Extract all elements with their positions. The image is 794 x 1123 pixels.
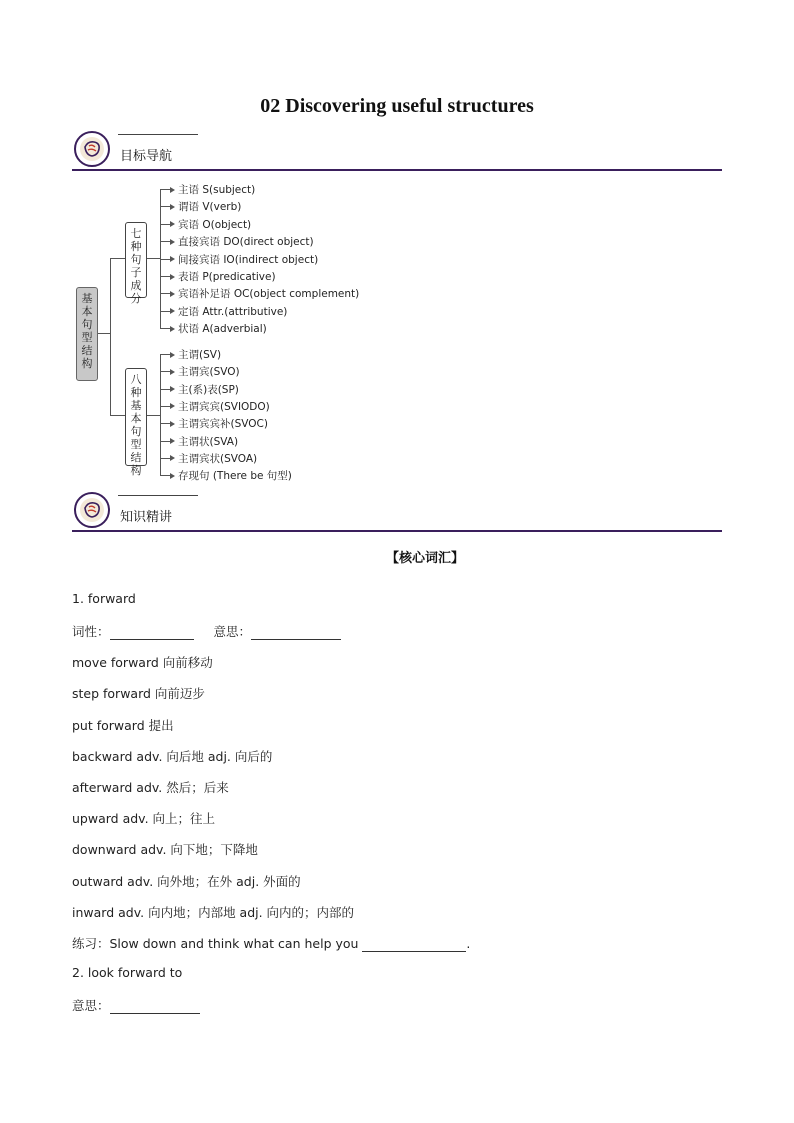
meaning-blank[interactable] — [110, 1000, 200, 1014]
arrow-right-icon — [170, 421, 175, 427]
vocab-line: move forward 向前移动 — [72, 655, 213, 670]
pos-label: 词性： — [72, 624, 110, 639]
group1-label-box — [125, 222, 147, 305]
tree-connector — [160, 354, 170, 355]
vertical-label-char: 本 — [81, 305, 93, 318]
tree-connector — [110, 415, 125, 416]
vertical-label-char: 句 — [130, 425, 142, 438]
tree-connector — [160, 241, 170, 242]
tree-item: 主谓宾宾补(SVOC) — [178, 418, 268, 431]
tree-connector — [98, 333, 110, 334]
tree-connector — [160, 293, 170, 294]
section-shortline — [118, 134, 198, 135]
vertical-label-char: 型 — [81, 331, 93, 344]
tree-connector — [110, 258, 125, 259]
meaning-label: 意思： — [213, 624, 251, 639]
vertical-label-char: 基 — [130, 399, 142, 412]
arrow-right-icon — [170, 204, 175, 210]
fill-line-pos-meaning — [72, 622, 341, 640]
tree-item: 宾语补足语 OC(object complement) — [178, 288, 360, 301]
vertical-label-char: 句 — [130, 253, 142, 266]
section-shortline — [118, 495, 198, 496]
arrow-right-icon — [170, 326, 175, 332]
tree-item: 存现句 (There be 句型) — [178, 470, 292, 483]
vocab-line: afterward adv. 然后；后来 — [72, 780, 229, 795]
arrow-right-icon — [170, 274, 175, 280]
tree-item: 间接宾语 IO(indirect object) — [178, 253, 319, 266]
tree-connector — [160, 189, 170, 190]
vertical-label-char: 构 — [81, 357, 93, 370]
fill-line-meaning — [72, 996, 200, 1014]
tree-item: 状语 A(adverbial) — [178, 323, 267, 336]
tree-item: 主谓(SV) — [178, 349, 222, 361]
item-heading: 2. look forward to — [72, 965, 183, 980]
arrow-right-icon — [170, 308, 175, 314]
arrow-right-icon — [170, 352, 175, 358]
vertical-label-char: 种 — [130, 240, 142, 253]
arrow-right-icon — [170, 386, 175, 392]
arrow-right-icon — [170, 455, 175, 461]
arrow-right-icon — [170, 291, 175, 297]
tree-item: 宾语 O(object) — [178, 218, 252, 231]
vocab-line: put forward 提出 — [72, 718, 174, 733]
brain-icon — [74, 131, 110, 167]
tree-item: 主谓宾(SVO) — [178, 366, 240, 379]
arrow-right-icon — [170, 438, 175, 444]
page-title: 02 Discovering useful structures — [260, 95, 534, 117]
tree-connector — [160, 276, 170, 277]
section-rule — [72, 530, 722, 532]
arrow-right-icon — [170, 221, 175, 227]
vertical-label-char: 子 — [130, 266, 142, 279]
tree-connector — [160, 423, 170, 424]
arrow-right-icon — [170, 473, 175, 479]
vertical-label-char: 成 — [130, 279, 142, 292]
tree-connector — [160, 206, 170, 207]
vocab-line: step forward 向前迈步 — [72, 686, 205, 701]
vertical-label-char: 七 — [130, 227, 142, 240]
tree-connector — [160, 224, 170, 225]
vertical-label-char: 八 — [130, 373, 142, 386]
brain-icon — [74, 492, 110, 528]
tree-connector — [147, 258, 160, 259]
tree-connector — [160, 311, 170, 312]
vertical-label-char: 种 — [130, 386, 142, 399]
tree-item: 主谓宾宾(SVIODO) — [178, 400, 270, 413]
meaning-label: 意思： — [72, 998, 110, 1013]
vocab-line: backward adv. 向后地 adj. 向后的 — [72, 749, 273, 764]
tree-connector — [160, 389, 170, 390]
exercise-text: 练习：Slow down and think what can help you — [72, 936, 363, 951]
tree-connector — [147, 415, 160, 416]
vertical-label-char: 句 — [81, 318, 93, 331]
arrow-right-icon — [170, 239, 175, 245]
tree-item: 主语 S(subject) — [178, 184, 256, 196]
tree-connector — [160, 441, 170, 442]
vertical-label-char: 本 — [130, 412, 142, 425]
tree-connector — [160, 371, 170, 372]
exercise-line — [72, 934, 470, 952]
tree-item: 直接宾语 DO(direct object) — [178, 236, 314, 249]
exercise-end: . — [466, 936, 471, 951]
core-vocab-heading: 【核心词汇】 — [386, 551, 465, 566]
vocab-line: inward adv. 向内地；内部地 adj. 向内的；内部的 — [72, 905, 355, 920]
tree-connector — [160, 406, 170, 407]
vocab-line: downward adv. 向下地；下降地 — [72, 842, 258, 857]
tree-root-box — [76, 287, 98, 381]
tree-connector — [160, 328, 170, 329]
section-label: 目标导航 — [120, 149, 173, 164]
section-label: 知识精讲 — [120, 510, 173, 525]
tree-item: 主(系)表(SP) — [178, 383, 239, 396]
tree-item: 谓语 V(verb) — [178, 201, 242, 214]
pos-blank[interactable] — [110, 626, 194, 640]
item-heading: 1. forward — [72, 591, 136, 606]
vertical-label-char: 结 — [130, 451, 142, 464]
tree-connector — [160, 259, 170, 260]
vocab-line: upward adv. 向上；往上 — [72, 811, 216, 826]
arrow-right-icon — [170, 369, 175, 375]
vertical-label-char: 基 — [81, 292, 93, 305]
tree-connector — [110, 258, 111, 415]
group2-label-box — [125, 368, 147, 477]
tree-item: 定语 Attr.(attributive) — [178, 305, 288, 318]
arrow-right-icon — [170, 187, 175, 193]
vertical-label-char: 型 — [130, 438, 142, 451]
arrow-right-icon — [170, 403, 175, 409]
arrow-right-icon — [170, 256, 175, 262]
tree-item: 主谓状(SVA) — [178, 435, 239, 448]
meaning-blank[interactable] — [251, 626, 341, 640]
tree-connector — [160, 475, 170, 476]
section-rule — [72, 169, 722, 171]
tree-item: 表语 P(predicative) — [178, 271, 276, 283]
tree-item: 主谓宾状(SVOA) — [178, 452, 258, 465]
vertical-label-char: 构 — [130, 464, 142, 477]
exercise-blank[interactable] — [362, 938, 466, 952]
tree-connector — [160, 458, 170, 459]
vertical-label-char: 分 — [130, 292, 142, 305]
vertical-label-char: 结 — [81, 344, 93, 357]
vocab-line: outward adv. 向外地；在外 adj. 外面的 — [72, 874, 301, 889]
